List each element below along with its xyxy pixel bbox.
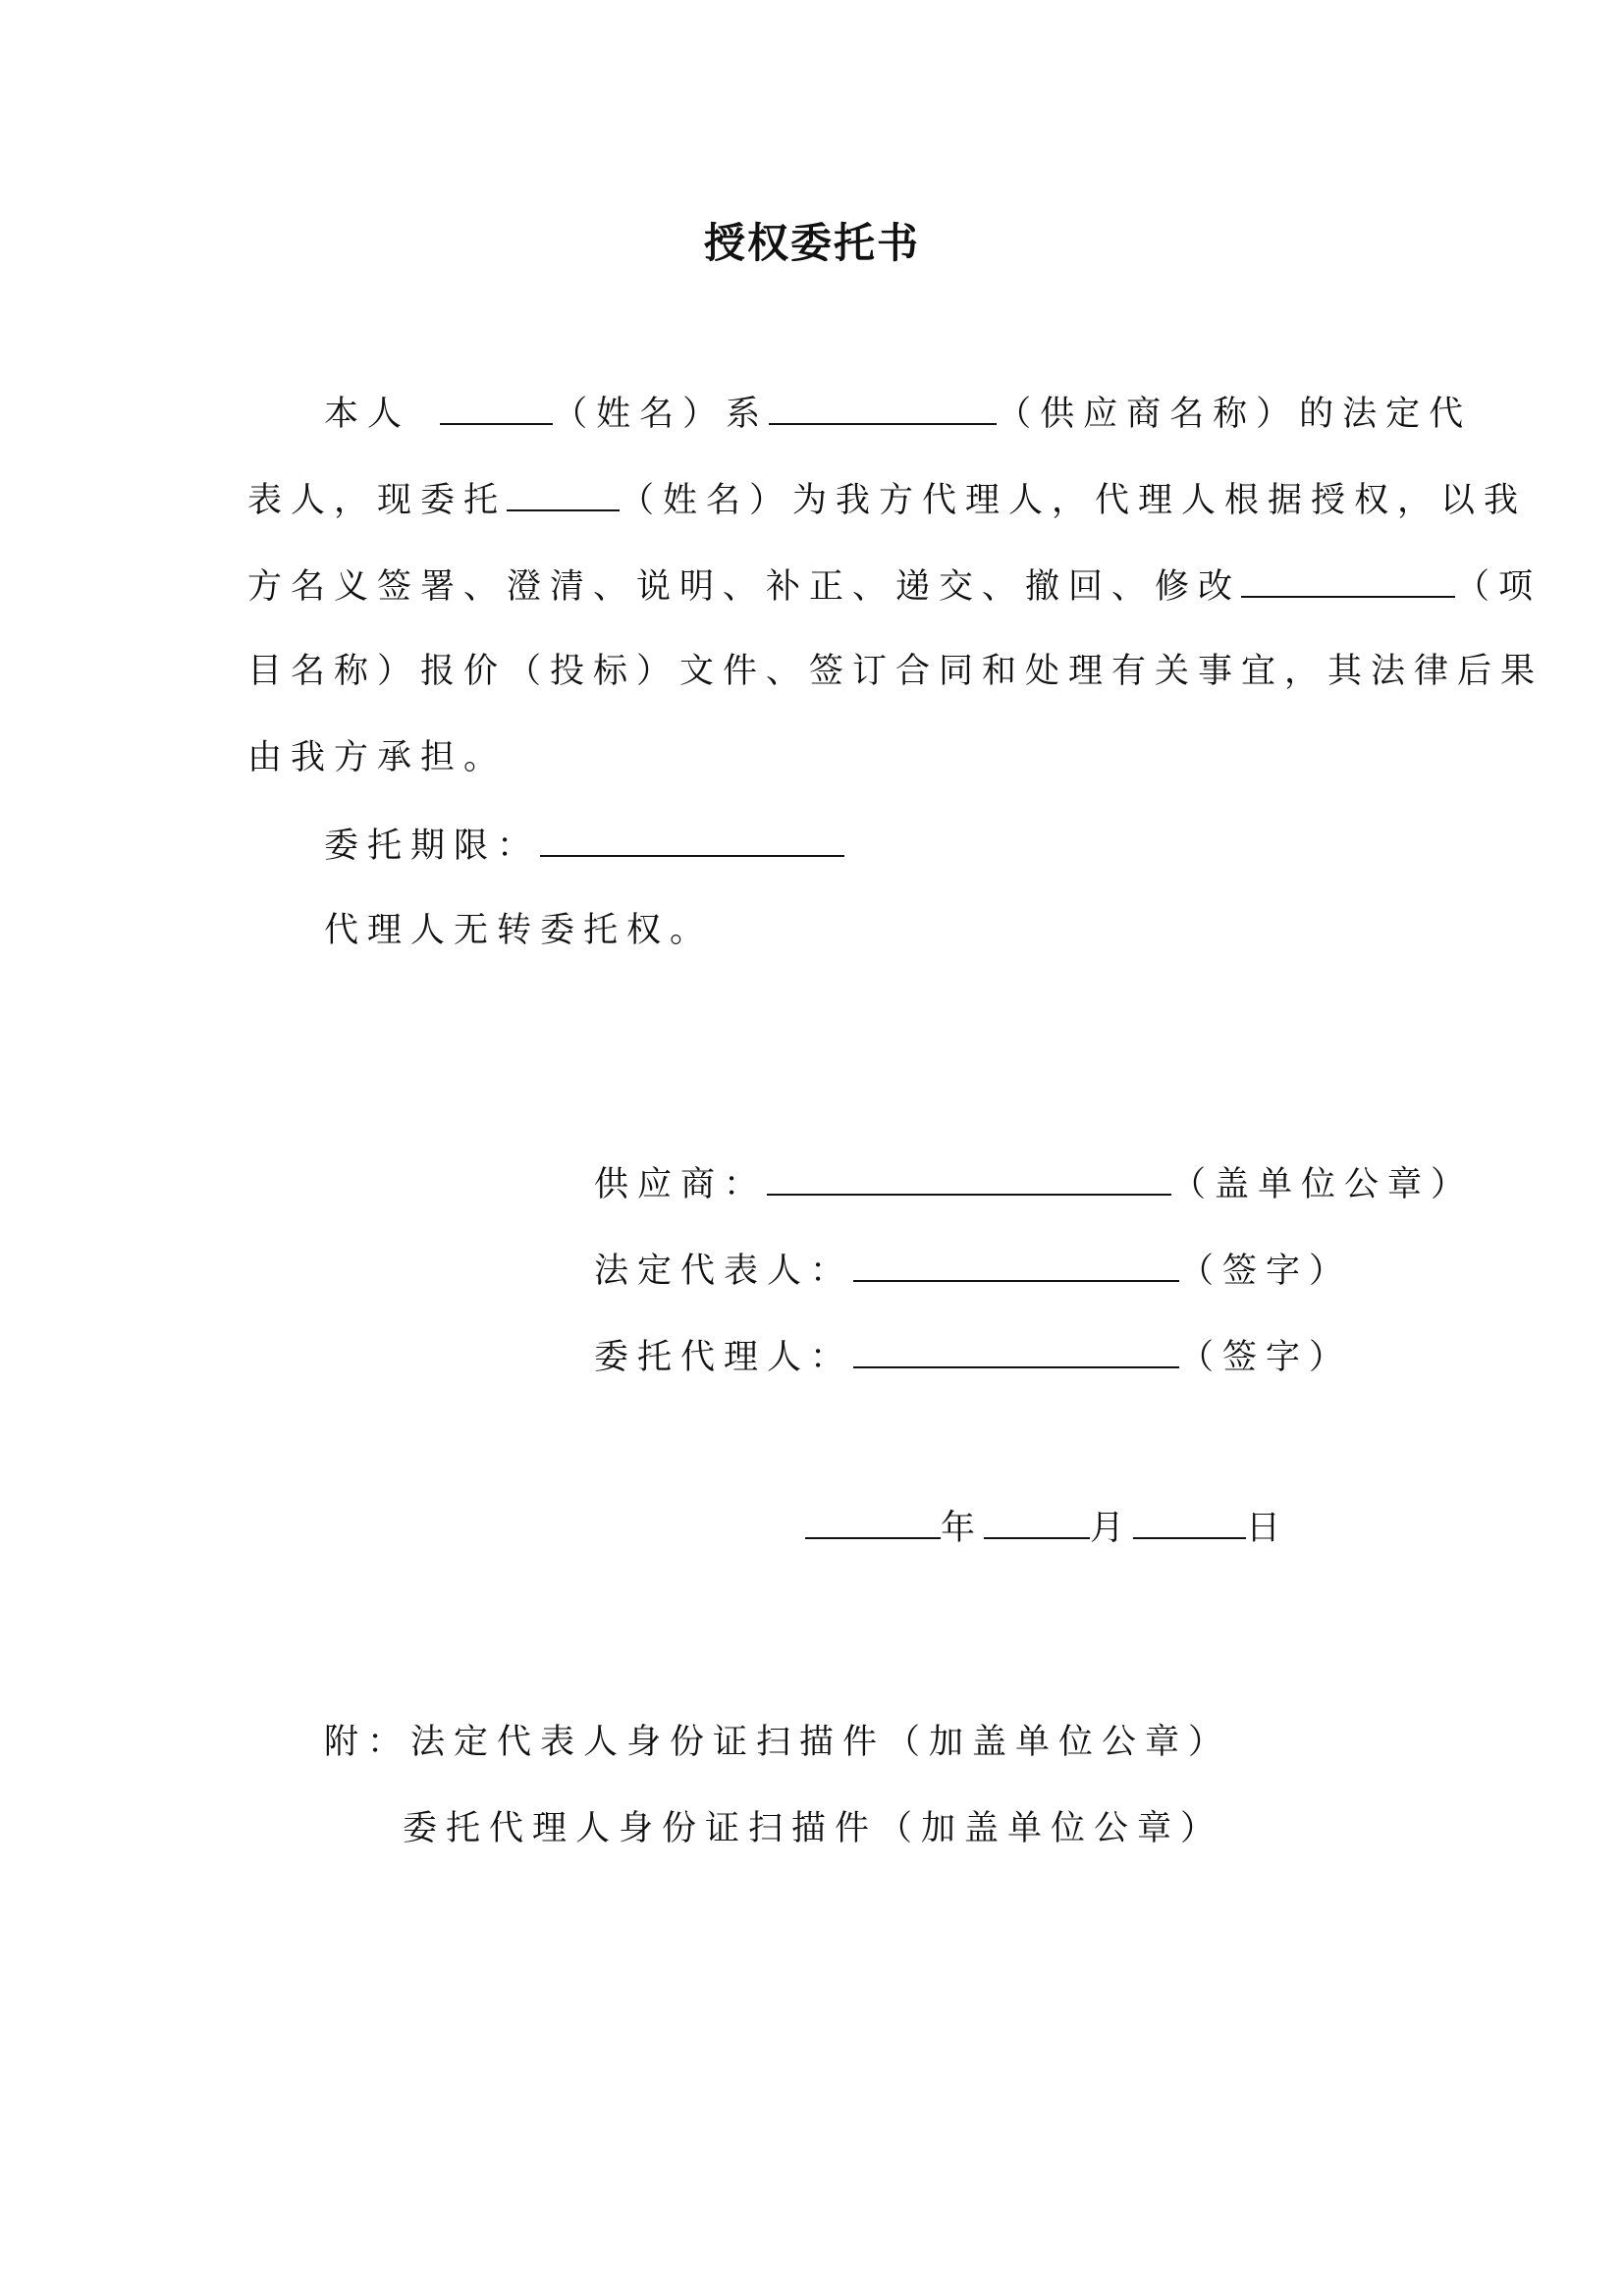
legal-rep-note: （签字） (1179, 1252, 1353, 1291)
text-principal: 本人 (324, 395, 411, 434)
agent-sign-line (594, 1331, 1352, 1382)
body-line-4: 目名称）报价（投标）文件、签订合同和处理有关事宜，其法律后果 (247, 652, 1544, 691)
text-legal-rep: 表人，现委托 (247, 481, 508, 520)
year-label: 年 (941, 1509, 985, 1548)
agent-note: （签字） (1179, 1338, 1353, 1377)
attachment-line-2: 委托代理人身份证扫描件（加盖单位公章） (403, 1809, 1224, 1848)
agent-sign-blank[interactable] (853, 1331, 1179, 1368)
attachment-prefix: 附： (324, 1723, 411, 1762)
body-line-1 (324, 388, 1472, 439)
text-project-hint: （项 (1455, 567, 1543, 607)
agent-name-blank[interactable] (507, 474, 620, 511)
supplier-sign-line (594, 1158, 1474, 1209)
agent-label: 委托代理人： (594, 1338, 854, 1377)
term-label: 委托期限： (324, 827, 541, 866)
supplier-sign-blank[interactable] (767, 1158, 1171, 1196)
principal-name-blank[interactable] (440, 388, 553, 425)
attachment-item-1: 法定代表人身份证扫描件（加盖单位公章） (410, 1723, 1232, 1762)
body-line-2 (247, 474, 1527, 525)
month-blank[interactable] (984, 1502, 1090, 1539)
date-line (805, 1502, 1289, 1553)
legal-rep-label: 法定代表人： (594, 1252, 854, 1291)
body-line-5: 由我方承担。 (247, 738, 508, 777)
legal-rep-sign-blank[interactable] (853, 1245, 1179, 1282)
attachment-line-1 (324, 1718, 1231, 1767)
supplier-note: （盖单位公章） (1171, 1165, 1475, 1204)
text-name-hint: （姓名）系 (553, 395, 770, 434)
supplier-label: 供应商： (594, 1165, 768, 1204)
supplier-name-blank[interactable] (769, 388, 997, 425)
project-name-blank[interactable] (1241, 561, 1455, 598)
document-title: 授权委托书 (703, 219, 920, 267)
text-supplier-hint: （供应商名称）的法定代 (997, 395, 1473, 434)
year-blank[interactable] (805, 1502, 941, 1539)
term-line (324, 820, 844, 871)
text-authority: 方名义签署、澄清、说明、补正、递交、撤回、修改 (247, 567, 1242, 607)
term-blank[interactable] (540, 820, 844, 857)
month-label: 月 (1090, 1509, 1134, 1548)
body-line-3 (247, 561, 1542, 612)
day-label: 日 (1246, 1509, 1290, 1548)
legal-rep-sign-line (594, 1245, 1352, 1296)
day-blank[interactable] (1133, 1502, 1246, 1539)
text-agent-hint: （姓名）为我方代理人，代理人根据授权，以我 (620, 481, 1528, 520)
no-sub-delegation: 代理人无转委托权。 (324, 911, 714, 950)
